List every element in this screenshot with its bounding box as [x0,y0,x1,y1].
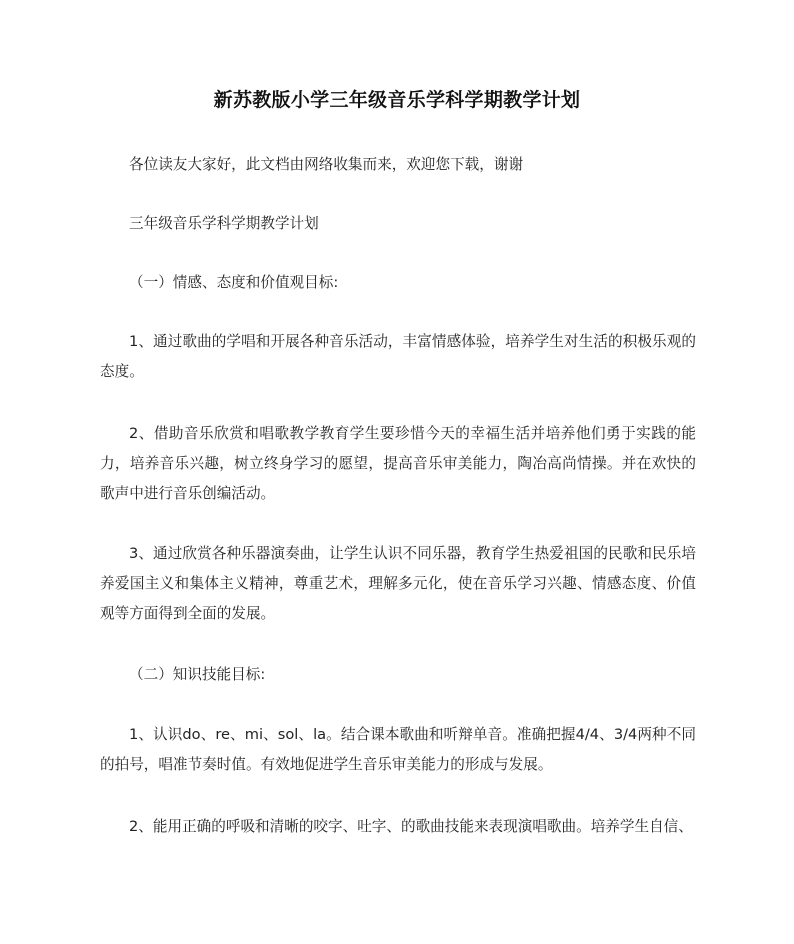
goal-paragraph-3: 3、通过欣赏各种乐器演奏曲，让学生认识不同乐器，教育学生热爱祖国的民歌和民乐培养爱国主义和集体主义精神，尊重艺术，理解多元化，使在音乐学习兴趣、情感态度、价值观等方面得到全面的发展。 [100,545,696,622]
skill-paragraph-2: 2、能用正确的呼吸和清晰的咬字、吐字、的歌曲技能来表现演唱歌曲。培养学生自信、 [129,818,693,835]
skill-paragraph-1: 1、认识do、re、mi、sol、la。结合课本歌曲和听辩单音。准确把握4/4、3/4两种不同的拍号，唱准节奏时值。有效地促进学生音乐审美能力的形成与发展。 [100,726,696,773]
greeting-paragraph: 各位读友大家好，此文档由网络收集而来，欢迎您下载，谢谢 [129,156,524,173]
goal-paragraph-2: 2、借助音乐欣赏和唱歌教学教育学生要珍惜今天的幸福生活并培养他们勇于实践的能力，培养音乐兴趣，树立终身学习的愿望，提高音乐审美能力，陶冶高尚情操。并在欢快的歌声中进行音乐创编活动。 [100,425,696,502]
document-title: 新苏教版小学三年级音乐学科学期教学计划 [213,89,581,111]
goal-paragraph-1: 1、通过歌曲的学唱和开展各种音乐活动，丰富情感体验，培养学生对生活的积极乐观的态度。 [100,333,696,380]
section-heading-2: （二）知识技能目标: [129,666,266,683]
section-heading-1: （一）情感、态度和价值观目标: [129,274,339,291]
subtitle-paragraph: 三年级音乐学科学期教学计划 [129,215,319,232]
